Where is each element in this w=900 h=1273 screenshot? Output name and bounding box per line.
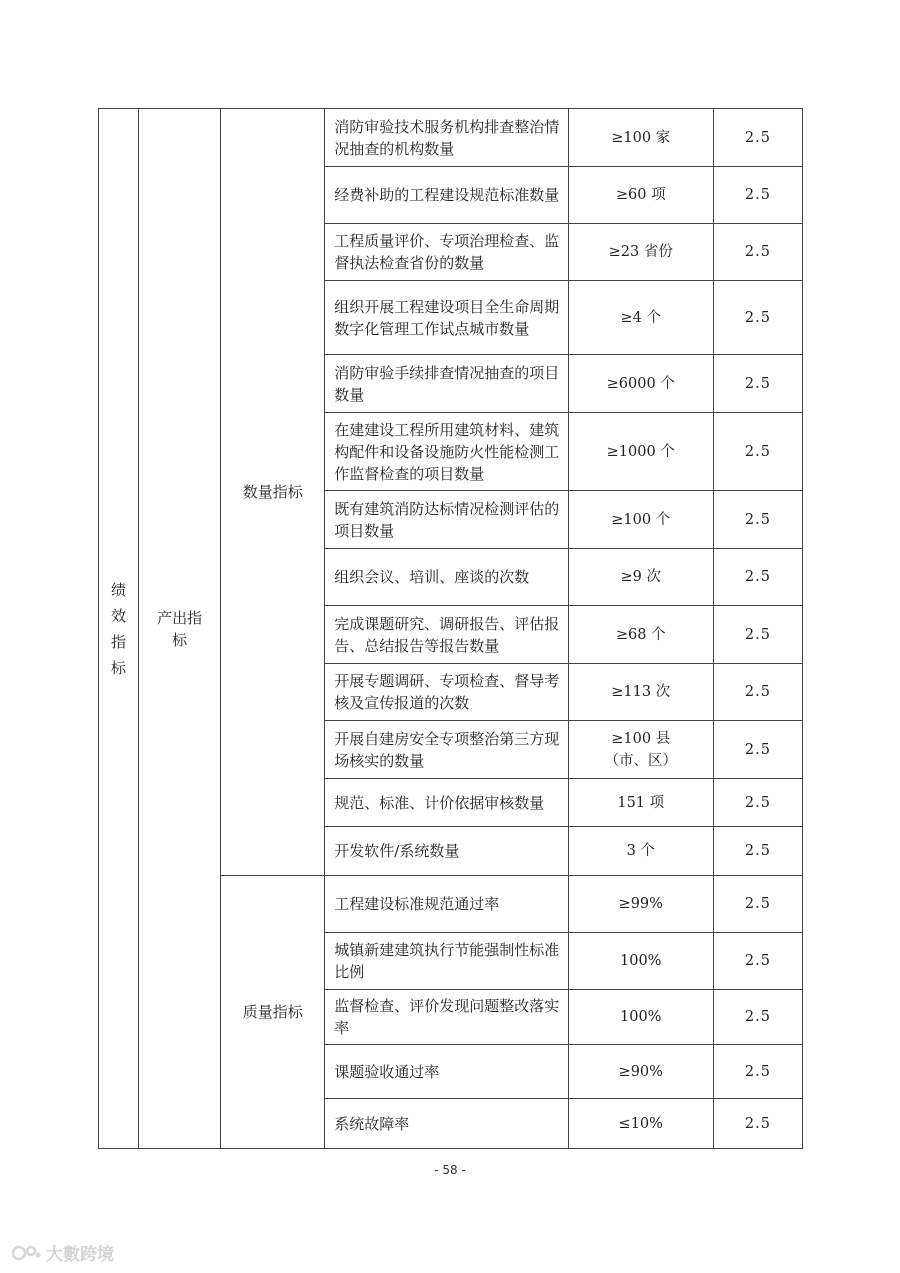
category-level1-char: 绩 [111, 580, 127, 599]
page-number: - 58 - [434, 1163, 466, 1177]
indicator-target-cell: 151 项 [568, 779, 713, 827]
indicator-name-cell: 规范、标准、计价依据审核数量 [325, 779, 568, 827]
category-level2-cell [139, 109, 221, 1149]
indicator-target-cell: ≥1000 个 [568, 413, 713, 491]
category-level1-cell [99, 109, 139, 1149]
group-name-cell: 质量指标 [221, 876, 325, 1149]
indicator-name-cell: 工程质量评价、专项治理检查、监督执法检查省份的数量 [325, 224, 568, 281]
indicator-score-cell: 2.5 [713, 167, 802, 224]
indicator-name-cell: 监督检查、评价发现问题整改落实率 [325, 990, 568, 1045]
indicator-target-cell: ≥23 省份 [568, 224, 713, 281]
indicator-score-cell: 2.5 [713, 779, 802, 827]
indicator-name-cell: 完成课题研究、调研报告、评估报告、总结报告等报告数量 [325, 606, 568, 664]
indicator-score-cell: 2.5 [713, 1099, 802, 1149]
performance-indicator-table [98, 108, 803, 1149]
indicator-score-cell: 2.5 [713, 491, 802, 549]
indicator-name-cell: 消防审验技术服务机构排查整治情况抽查的机构数量 [325, 109, 568, 167]
indicator-score-cell: 2.5 [713, 990, 802, 1045]
indicator-target-cell: ≥60 项 [568, 167, 713, 224]
indicator-score-cell: 2.5 [713, 549, 802, 606]
indicator-name-cell: 组织会议、培训、座谈的次数 [325, 549, 568, 606]
indicator-name-cell: 在建建设工程所用建筑材料、建筑构配件和设备设施防火性能检测工作监督检查的项目数量 [325, 413, 568, 491]
performance-table-sheet [98, 108, 803, 1149]
indicator-score-cell: 2.5 [713, 224, 802, 281]
indicator-score-cell: 2.5 [713, 876, 802, 933]
indicator-score-cell: 2.5 [713, 109, 802, 167]
indicator-name-cell: 既有建筑消防达标情况检测评估的项目数量 [325, 491, 568, 549]
indicator-target-cell: ≥100 个 [568, 491, 713, 549]
indicator-score-cell: 2.5 [713, 281, 802, 355]
indicator-name-cell: 开发软件/系统数量 [325, 827, 568, 876]
watermark [12, 1240, 114, 1265]
indicator-name-cell: 经费补助的工程建设规范标准数量 [325, 167, 568, 224]
indicator-target-cell: ≥6000 个 [568, 355, 713, 413]
indicator-target-cell: ≥100 县 （市、区） [568, 721, 713, 779]
indicator-target-cell: ≥9 次 [568, 549, 713, 606]
category-level2-line: 产出指 [157, 608, 203, 627]
indicator-score-cell: 2.5 [713, 606, 802, 664]
indicator-target-cell: ≥99% [568, 876, 713, 933]
indicator-name-cell: 开展自建房安全专项整治第三方现场核实的数量 [325, 721, 568, 779]
indicator-score-cell: 2.5 [713, 355, 802, 413]
indicator-name-cell: 系统故障率 [325, 1099, 568, 1149]
watermark-logo-icon [12, 1243, 42, 1263]
indicator-score-cell: 2.5 [713, 933, 802, 990]
group-name-cell: 数量指标 [221, 109, 325, 876]
watermark-text: 大數跨境 [46, 1245, 114, 1265]
indicator-target-cell: ≥68 个 [568, 606, 713, 664]
category-level1-char: 效 [111, 606, 127, 625]
indicator-name-cell: 城镇新建建筑执行节能强制性标准比例 [325, 933, 568, 990]
indicator-name-cell: 工程建设标准规范通过率 [325, 876, 568, 933]
indicator-score-cell: 2.5 [713, 827, 802, 876]
indicator-score-cell: 2.5 [713, 664, 802, 721]
indicator-target-cell: 3 个 [568, 827, 713, 876]
category-level2-line: 标 [172, 630, 188, 649]
indicator-name-cell: 课题验收通过率 [325, 1045, 568, 1099]
indicator-target-cell: 100% [568, 933, 713, 990]
indicator-score-cell: 2.5 [713, 413, 802, 491]
indicator-name-cell: 组织开展工程建设项目全生命周期数字化管理工作试点城市数量 [325, 281, 568, 355]
indicator-target-cell: ≤10% [568, 1099, 713, 1149]
indicator-target-cell: ≥113 次 [568, 664, 713, 721]
indicator-name-cell: 开展专题调研、专项检查、督导考核及宣传报道的次数 [325, 664, 568, 721]
indicator-target-cell: ≥100 家 [568, 109, 713, 167]
category-level1-char: 指 [111, 632, 127, 651]
indicator-target-cell: 100% [568, 990, 713, 1045]
table-row [99, 109, 803, 167]
indicator-target-cell: ≥4 个 [568, 281, 713, 355]
indicator-score-cell: 2.5 [713, 721, 802, 779]
category-level1-char: 标 [111, 658, 127, 677]
indicator-name-cell: 消防审验手续排查情况抽查的项目数量 [325, 355, 568, 413]
indicator-target-cell: ≥90% [568, 1045, 713, 1099]
indicator-score-cell: 2.5 [713, 1045, 802, 1099]
